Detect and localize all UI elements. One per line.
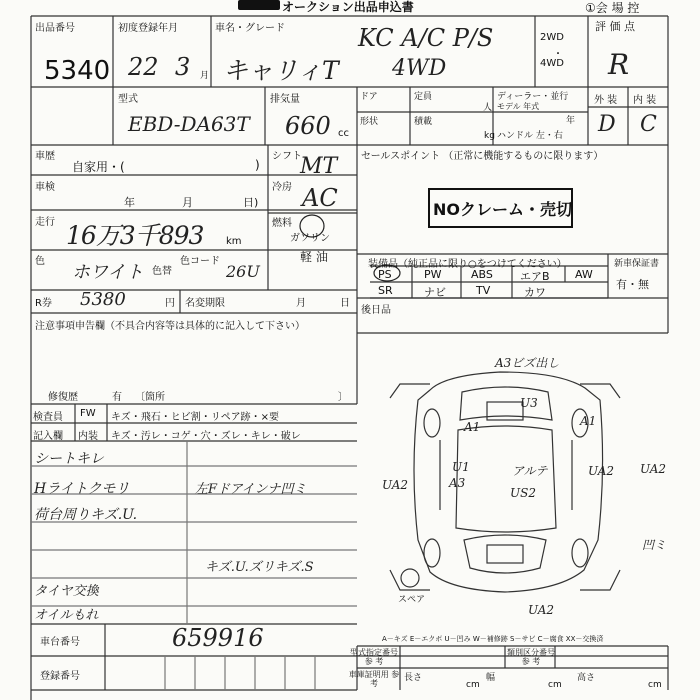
grade-label: 評 価 点 <box>595 20 635 33</box>
color-change-label: 色替 <box>152 266 172 277</box>
displacement-label: 排気量 <box>270 94 300 105</box>
mark-a1-left: A1 <box>464 420 481 434</box>
legend-exterior: キズ・飛石・ヒビ割・リペア跡・×要 <box>111 412 279 423</box>
recycle-label: R券 <box>35 298 52 309</box>
notes-label: 注意事項申告欄（不具合内容等は具体的に記入して下さい） <box>35 321 305 332</box>
recycle-value: 5380 <box>80 289 126 310</box>
drive-4wd: 4WD <box>540 58 564 69</box>
equip-ps: PS <box>378 268 392 281</box>
door-label: ドア <box>360 92 378 102</box>
height-cm: cm <box>648 680 662 690</box>
model-label: 型式 <box>118 94 138 105</box>
mark-dent: 凹ミ <box>642 538 667 552</box>
displacement-value: 660 <box>285 112 331 140</box>
mark-ua2-left: UA2 <box>382 478 409 492</box>
equip-aw: AW <box>575 268 593 281</box>
warranty-label: 新車保証書 <box>614 259 660 269</box>
title-day: 日 <box>340 298 350 309</box>
mark-alte: アルテ <box>512 464 548 478</box>
note-door: 左Fドアインナ凹ミ <box>195 482 307 497</box>
grade-line-2: 4WD <box>392 56 447 81</box>
use-value: 自家用・( <box>72 160 125 174</box>
note-scratch: キズ.U.ズリキズ.S <box>205 560 314 575</box>
logo-mark <box>238 0 280 10</box>
shape-label: 形状 <box>360 117 379 127</box>
equip-tv: TV <box>476 284 491 297</box>
fw-label: FW <box>80 408 96 419</box>
color-value: ホワイト <box>72 262 144 283</box>
mark-a1-right: A1 <box>580 414 597 428</box>
inspection-day: 日) <box>243 196 259 209</box>
color-code-label: 色コード <box>180 256 220 267</box>
exterior-value: D <box>598 112 616 137</box>
width-cm: cm <box>548 680 562 690</box>
chassis-value: 659916 <box>172 624 264 652</box>
color-label: 色 <box>35 256 45 267</box>
mark-u1: U1 <box>452 460 470 474</box>
aftermarket-label: 後日品 <box>361 305 391 316</box>
note-headlight: Hライトクモリ <box>34 481 130 497</box>
venue-copy-label: ①会 場 控 <box>585 1 640 15</box>
yen-unit: 円 <box>165 298 175 309</box>
inspector-label: 検査員 <box>33 412 63 423</box>
mark-front: A3ビズ出し <box>495 356 560 370</box>
kg-unit: kg <box>484 131 495 141</box>
ac-label: 冷房 <box>272 182 292 193</box>
legend-interior: キズ・汚レ・コゲ・穴・ズレ・キレ・破レ <box>111 431 301 442</box>
dealer-label: ディーラー・並行 <box>497 92 569 102</box>
inspection-label: 車検 <box>35 182 55 193</box>
interior-label: 内 装 <box>633 95 657 106</box>
mark-a3: A3 <box>449 476 466 490</box>
use-close: ) <box>255 158 260 172</box>
use-label: 車歴 <box>35 151 55 162</box>
note-bed: 荷台周りキズ.U. <box>34 507 138 523</box>
lot-number: 5340 <box>44 56 111 86</box>
sales-point-label: セールスポイント （正常に機能するものに限ります） <box>361 151 604 162</box>
note-tire: タイヤ交換 <box>34 584 99 599</box>
grade-value: R <box>608 48 630 81</box>
model-year-label: モデル 年式 <box>497 102 540 111</box>
repair-yes: 有 <box>112 392 122 403</box>
mark-ua2-right: UA2 <box>588 464 615 478</box>
entry-label: 記入欄 <box>33 431 63 442</box>
equip-pw: PW <box>424 268 442 281</box>
capacity-label: 定員 <box>414 92 433 102</box>
equip-leather: カワ <box>524 286 546 299</box>
spare-label: スペア <box>398 595 426 605</box>
interior-value: C <box>640 112 657 137</box>
km-unit: km <box>226 236 242 247</box>
handle-label: ハンドル 左・右 <box>497 131 563 141</box>
mark-ua2-far: UA2 <box>640 462 667 476</box>
reg-label: 初度登録年月 <box>118 23 178 34</box>
fuel-label: 燃料 <box>272 218 292 229</box>
no-claim-text: NOクレーム・売切 <box>433 200 572 219</box>
model-spec-label: 型式指定番号 参 考 <box>350 648 398 666</box>
mark-u3: U3 <box>520 396 538 410</box>
interior-row-label: 内装 <box>78 431 98 442</box>
shift-value: MT <box>300 154 338 179</box>
fuel-diesel: 軽 油 <box>300 250 328 264</box>
car-name: キャリィT <box>223 56 339 85</box>
year-unit: 年 <box>566 116 576 126</box>
mark-ua2-rear: UA2 <box>528 603 555 617</box>
equipment-label: 装備品（純正品に限り○をつけてください） <box>368 259 567 270</box>
displacement-unit: cc <box>338 128 349 139</box>
height-label: 高さ <box>577 673 596 683</box>
ac-value: AC <box>302 184 338 212</box>
grade-line-1: KC A/C P/S <box>358 24 494 52</box>
lot-label: 出品番号 <box>35 23 75 34</box>
reg-month-unit: 月 <box>200 71 210 81</box>
person-unit: 人 <box>483 103 493 113</box>
repair-label: 修復歴 <box>48 392 78 403</box>
warranty-value: 有・無 <box>616 278 649 291</box>
fuel-gasoline: ガソリン <box>290 233 330 244</box>
mileage-label: 走行 <box>35 217 55 228</box>
width-label: 幅 <box>486 673 496 683</box>
reg-month: 3 <box>175 53 191 81</box>
cert-label: 車庫証明用 参 考 <box>348 670 400 688</box>
equip-navi: ナビ <box>424 286 446 299</box>
load-label: 積載 <box>414 117 433 127</box>
shift-label: シフト <box>272 151 302 162</box>
equip-sr: SR <box>378 284 393 297</box>
mileage-value: 16万3千893 <box>66 221 204 250</box>
diagram-legend: A－キズ E－エクボ U－凹み W－補修跡 S－サビ C－腐食 XX－交換済 <box>382 635 604 643</box>
chassis-label: 車台番号 <box>40 637 80 648</box>
class-label: 類別区分番号 参 考 <box>507 648 555 666</box>
exterior-label: 外 装 <box>594 95 618 106</box>
repair-place: 〔箇所 <box>135 392 165 403</box>
plate-label: 登録番号 <box>40 671 80 682</box>
length-cm: cm <box>466 680 480 690</box>
drive-dot: ・ <box>553 49 563 60</box>
length-label: 長さ <box>404 673 423 683</box>
color-code-value: 26U <box>226 262 260 281</box>
model-value: EBD-DA63T <box>128 112 250 136</box>
title-change-label: 名変期限 <box>185 298 225 309</box>
mark-us2: US2 <box>510 486 536 500</box>
note-seat: シートキレ <box>34 451 104 467</box>
drive-2wd: 2WD <box>540 32 564 43</box>
inspection-month: 月 <box>182 196 193 209</box>
car-name-label: 車名・グレード <box>215 23 285 34</box>
note-oil: オイルもれ <box>34 608 99 623</box>
form-title: オークション出品申込書 <box>282 0 414 14</box>
car-diagram <box>390 372 620 592</box>
reg-year: 22 <box>128 53 159 81</box>
inspection-year: 年 <box>124 196 135 209</box>
equip-airbag: エアB <box>520 270 550 283</box>
title-month: 月 <box>296 298 306 309</box>
equip-abs: ABS <box>471 268 493 281</box>
repair-close: 〕 <box>338 392 348 403</box>
